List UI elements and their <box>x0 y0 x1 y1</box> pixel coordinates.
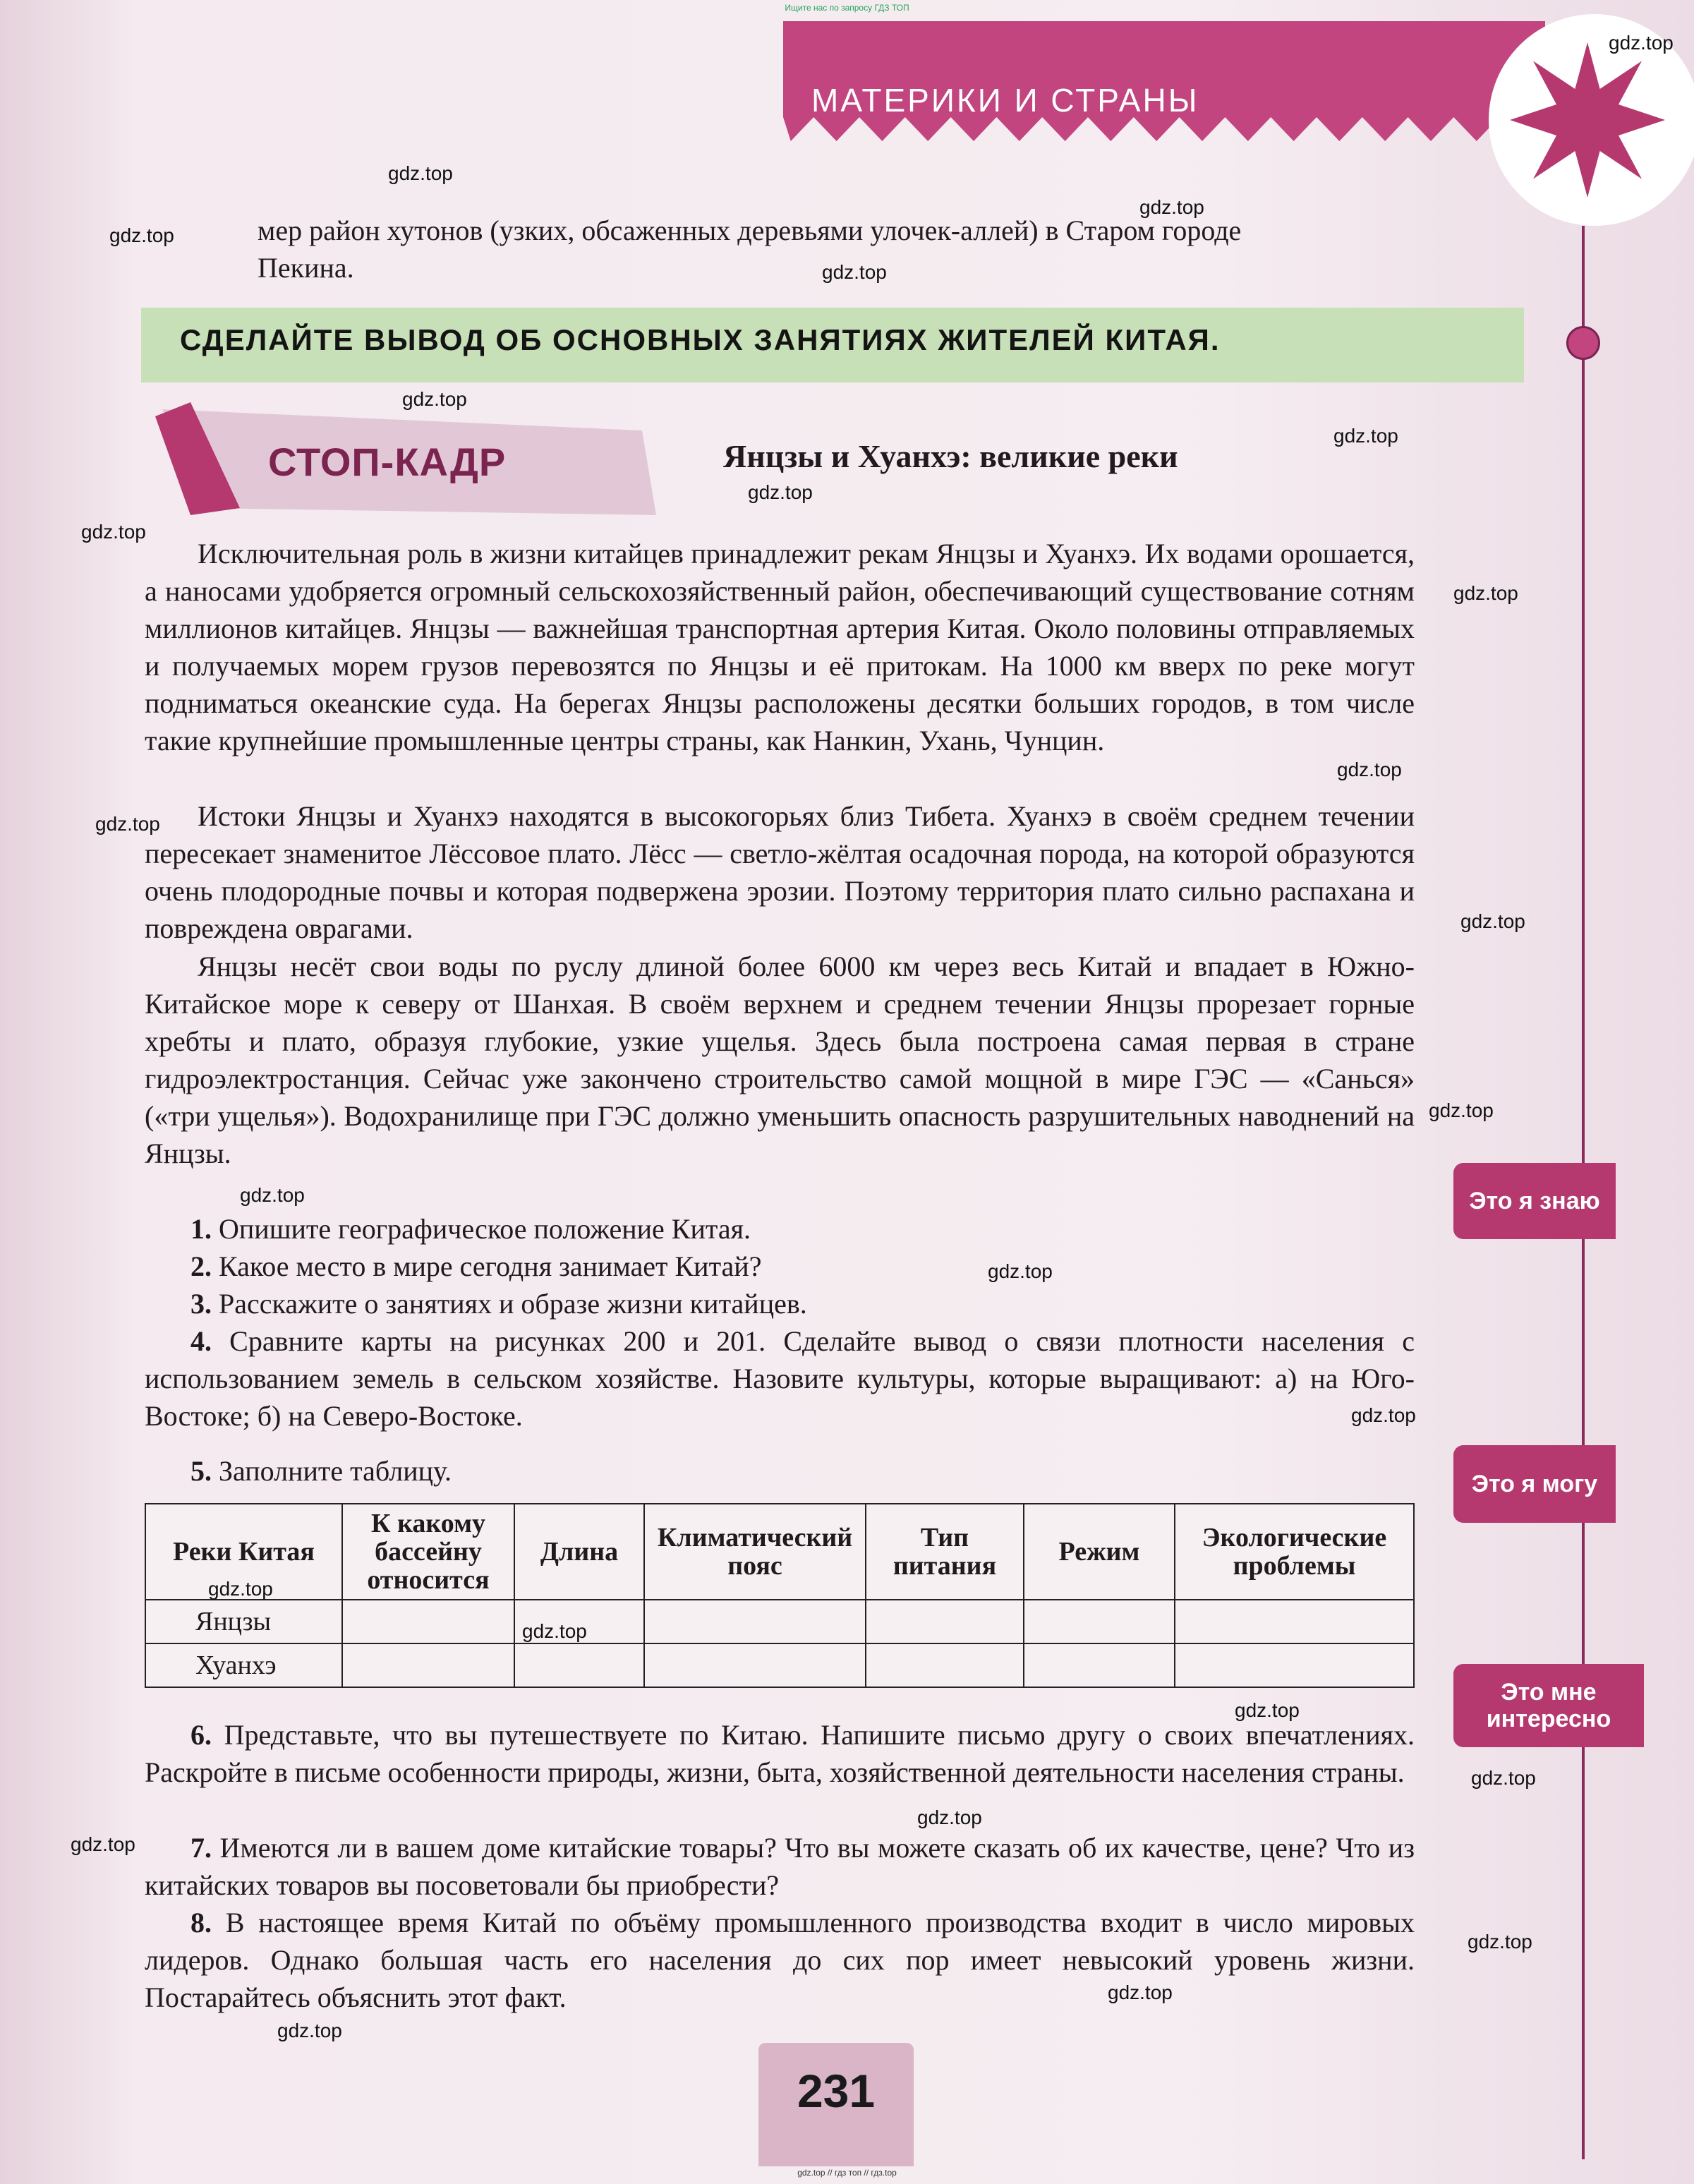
table-cell[interactable] <box>1175 1600 1414 1643</box>
rail-dot <box>1566 326 1600 360</box>
table-row <box>145 1643 1414 1687</box>
question-6 <box>145 1716 1415 1791</box>
question-text: Расскажите о занятиях и образе жизни китайцев. <box>219 1288 807 1320</box>
stop-frame-title: Янцзы и Хуанхэ: великие реки <box>723 438 1178 474</box>
question-4 <box>145 1322 1415 1435</box>
question-5 <box>145 1452 1415 1490</box>
question-2 <box>145 1248 1415 1285</box>
watermark: gdz.top <box>95 813 160 835</box>
question-8 <box>145 1904 1415 2016</box>
table-header-cell: Климатический пояс <box>644 1504 866 1600</box>
watermark: gdz.top <box>277 2020 342 2041</box>
watermark: gdz.top <box>240 1184 305 1206</box>
question-7 <box>145 1829 1415 1904</box>
watermark: gdz.top <box>1609 32 1674 54</box>
table-header-cell: Экологические проблемы <box>1175 1504 1414 1600</box>
watermark: gdz.top <box>917 1806 982 1828</box>
watermark: gdz.top <box>81 521 146 543</box>
question-number: 3. <box>190 1288 212 1320</box>
watermark: gdz.top <box>1139 196 1204 218</box>
watermark: gdz.top <box>402 388 467 410</box>
watermark: gdz.top <box>1429 1099 1494 1121</box>
paragraph-1: Исключительная роль в жизни китайцев принадлежит рекам Янцзы и Хуанхэ. Их водами орошается, а наносами удобряется огромный сельскохозяйственный район, обеспечивающий существование сотням миллионов китайцев. Янцзы — важнейшая транспортная артерия Китая. Около половины отправляемых и получаемых морем грузов перевозятся по Янцзы и её притокам. На 1000 км вверх по реке могут подниматься океанские суда. На берегах Янцзы расположены десятки больших городов, в том числе такие крупнейшие промышленные центры страны, как Нанкин, Ухань, Чунцин. <box>145 538 1415 756</box>
table-cell[interactable] <box>1175 1643 1414 1687</box>
table-cell-river: Хуанхэ <box>145 1643 342 1687</box>
table-cell[interactable] <box>1024 1600 1175 1643</box>
table-cell[interactable] <box>342 1600 514 1643</box>
question-text: Сравните карты на рисунках 200 и 201. Сделайте вывод о связи плотности населения с использованием земель в сельском хозяйстве. Назовите культуры, которые выращивают: а) на Юго-Востоке; б) на Северо-Востоке. <box>145 1325 1415 1432</box>
table-cell[interactable] <box>866 1643 1024 1687</box>
question-text: Заполните таблицу. <box>219 1455 452 1487</box>
watermark: gdz.top <box>1333 425 1398 447</box>
question-number: 5. <box>190 1455 212 1487</box>
tab-this-is-interesting[interactable]: Это мне интересно <box>1453 1664 1644 1747</box>
table-header-cell: Тип питания <box>866 1504 1024 1600</box>
question-number: 8. <box>190 1907 212 1938</box>
watermark: gdz.top <box>1337 759 1402 780</box>
watermark: gdz.top <box>822 261 887 283</box>
table-cell-river: Янцзы <box>145 1600 342 1643</box>
stop-frame-label: СТОП-КАДР <box>268 440 507 484</box>
table-row <box>145 1600 1414 1643</box>
tab-this-i-know[interactable]: Это я знаю <box>1453 1163 1616 1239</box>
table-cell[interactable] <box>342 1643 514 1687</box>
watermark: gdz.top <box>1471 1767 1536 1789</box>
watermark: gdz.top <box>1468 1931 1532 1953</box>
paragraph-2: Истоки Янцзы и Хуанхэ находятся в высокогорьях близ Тибета. Хуанхэ в своём среднем течении пересекает знаменитое Лёссовое плато. Лёсс — светло-жёлтая осадочная порода, на которой образуются очень плодородные почвы и которая подвержена эрозии. Поэтому территория плато сильно распахана и повреждена оврагами. <box>145 800 1415 944</box>
star-icon <box>1510 42 1665 198</box>
table-cell[interactable] <box>866 1600 1024 1643</box>
table-cell[interactable] <box>644 1643 866 1687</box>
watermark: gdz.top <box>1108 1981 1173 2003</box>
question-3 <box>145 1285 1415 1322</box>
question-number: 4. <box>190 1325 212 1357</box>
intro-line-2: Пекина. <box>258 252 354 284</box>
watermark: gdz.top <box>1453 582 1518 604</box>
bottom-note: gdz.top // гдз топ // гдз.top <box>797 2168 897 2178</box>
watermark: gdz.top <box>522 1620 587 1642</box>
question-number: 2. <box>190 1250 212 1282</box>
question-text: В настоящее время Китай по объёму промышленного производства входит в число мировых лидеров. Однако большая часть его населения до сих пор имеет невысокий уровень жизни. Постарайтесь объяснить этот факт. <box>145 1907 1415 2013</box>
watermark: gdz.top <box>1460 910 1525 932</box>
question-number: 6. <box>190 1719 212 1751</box>
paragraph-3: Янцзы несёт свои воды по руслу длиной более 6000 км через весь Китай и впадает в Южно-Китайское море к северу от Шанхая. В своём верхнем и среднем течении Янцзы прорезает горные хребты и плато, образуя глубокие, узкие ущелья. Здесь была построена самая первая в стране гидроэлектростанция. Сейчас уже закончено строительство самой мощной в мире ГЭС — «Санься» («три ущелья»). Водохранилище при ГЭС должно уменьшить опасность разрушительных наводнений на Янцзы. <box>145 951 1415 1169</box>
watermark: gdz.top <box>1351 1404 1416 1426</box>
question-number: 7. <box>190 1832 212 1864</box>
table-header-cell: Реки Китая <box>145 1504 342 1600</box>
section-header-title: МАТЕРИКИ И СТРАНЫ <box>811 82 1199 119</box>
table-header-cell: Режим <box>1024 1504 1175 1600</box>
question-1 <box>145 1210 1415 1248</box>
tab-this-i-can[interactable]: Это я могу <box>1453 1445 1616 1523</box>
top-note: Ищите нас по запросу ГДЗ ТОП <box>785 3 909 13</box>
question-text: Опишите географическое положение Китая. <box>219 1213 751 1245</box>
watermark: gdz.top <box>748 481 813 503</box>
question-text: Имеются ли в вашем доме китайские товары? Что вы можете сказать об их качестве, цене? Что из китайских товаров вы посоветовали бы приобрести? <box>145 1832 1415 1901</box>
table-cell[interactable] <box>1024 1643 1175 1687</box>
watermark: gdz.top <box>388 162 453 184</box>
table-cell[interactable] <box>514 1643 644 1687</box>
intro-line-1: мер район хутонов (узких, обсаженных деревьями улочек-аллей) в Старом городе <box>258 215 1242 246</box>
watermark: gdz.top <box>71 1833 135 1855</box>
table-header-cell: К какому бассейну относится <box>342 1504 514 1600</box>
table-cell[interactable] <box>644 1600 866 1643</box>
page-number: 231 <box>797 2065 876 2117</box>
watermark: gdz.top <box>208 1578 273 1600</box>
question-text: Какое место в мире сегодня занимает Китай? <box>219 1250 762 1282</box>
watermark: gdz.top <box>1235 1699 1300 1721</box>
question-text: Представьте, что вы путешествуете по Китаю. Напишите письмо другу о своих впечатлениях. Раскройте в письме особенности природы, жизни, быта, хозяйственной деятельности населения страны. <box>145 1719 1415 1788</box>
fill-in-table <box>145 1503 1415 1688</box>
question-number: 1. <box>190 1213 212 1245</box>
table-header-cell: Длина <box>514 1504 644 1600</box>
task-banner-text: СДЕЛАЙТЕ ВЫВОД ОБ ОСНОВНЫХ ЗАНЯТИЯХ ЖИТЕЛЕЙ КИТАЯ. <box>180 323 1221 356</box>
table-header-row <box>145 1504 1414 1600</box>
watermark: gdz.top <box>988 1260 1053 1282</box>
watermark: gdz.top <box>109 224 174 246</box>
